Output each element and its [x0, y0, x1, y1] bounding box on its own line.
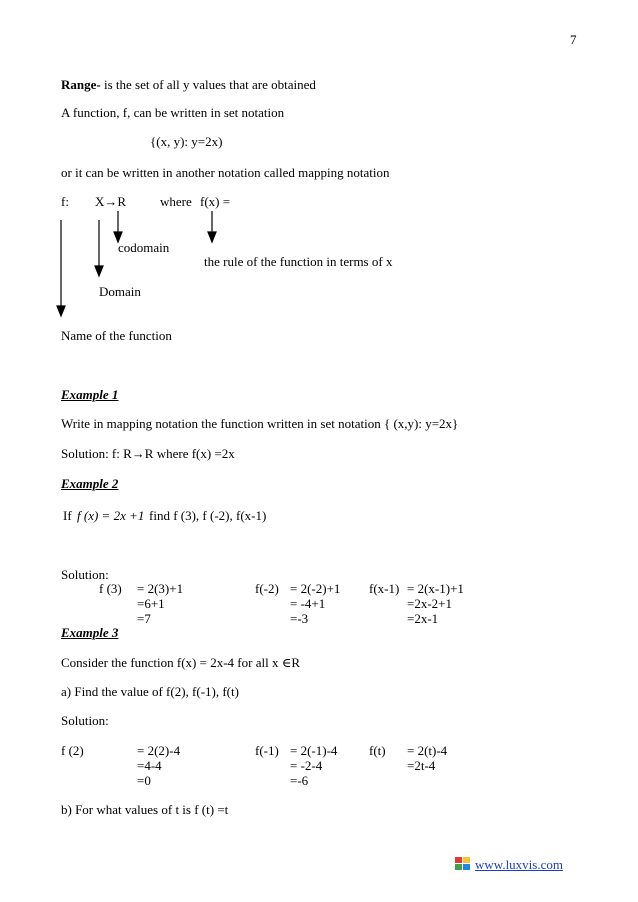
example-2-col-1-line-1: = 2(3)+1 [137, 581, 184, 596]
example-2-col-3-label: f(x-1) [369, 581, 400, 596]
example-3-col-2-line-2: = -2-4 [290, 758, 323, 773]
example-3-part-b: b) For what values of t is f (t) =t [61, 802, 229, 817]
example-2-col-1-line-3: =7 [137, 611, 151, 626]
example-3-col-1-line-2: =4-4 [137, 758, 162, 773]
example-2-solution-label: Solution: [61, 567, 109, 582]
example-3-col-2-line-3: =-6 [290, 773, 309, 788]
example-2-col-2-line-1: = 2(-2)+1 [290, 581, 341, 596]
name-arrow-head [57, 306, 65, 316]
example-3-col-1-line-1: = 2(2)-4 [137, 743, 181, 758]
example-2-col-1-line-2: =6+1 [137, 596, 165, 611]
mapping-fx-eq: f(x) = [200, 194, 231, 209]
example-2-col-3-line-1: = 2(x-1)+1 [407, 581, 464, 596]
example-1-heading: Example 1 [61, 387, 119, 402]
example-3-col-2-label: f(-1) [255, 743, 279, 758]
domain-label: Domain [99, 284, 141, 299]
set-notation-intro: A function, f, can be written in set notation [61, 105, 285, 120]
example-3-part-a: a) Find the value of f(2), f(-1), f(t) [61, 684, 239, 699]
range-text: is the set of all y values that are obtained [100, 77, 316, 92]
example-2-col-2-label: f(-2) [255, 581, 279, 596]
example-2-find: find f (3), f (-2), f(x-1) [149, 508, 267, 523]
set-notation: {(x, y): y=2x) [150, 134, 223, 149]
page-number: 7 [570, 32, 577, 47]
example-3-heading: Example 3 [61, 625, 119, 640]
example-1-prompt: Write in mapping notation the function written in set notation { (x,y): y=2x} [61, 416, 459, 431]
range-term: Range- [61, 77, 101, 92]
example-3-solution-label: Solution: [61, 713, 109, 728]
mapping-notation-intro: or it can be written in another notation called mapping notation [61, 165, 390, 180]
mapping-x-to-r: X→R [95, 194, 127, 209]
codomain-label: codomain [118, 240, 170, 255]
example-2-heading: Example 2 [61, 476, 119, 491]
example-3-col-3-label: f(t) [369, 743, 386, 758]
rule-label: the rule of the function in terms of x [204, 254, 393, 269]
example-3-col-1-line-3: =0 [137, 773, 151, 788]
luxvis-logo-icon [455, 857, 470, 870]
example-2-col-1-label: f (3) [99, 581, 122, 596]
example-2-col-3-line-2: =2x-2+1 [407, 596, 452, 611]
rule-arrow-head [208, 232, 216, 242]
example-2-col-3-line-3: =2x-1 [407, 611, 439, 626]
example-3-col-3-line-1: = 2(t)-4 [407, 743, 448, 758]
example-3-col-2-line-1: = 2(-1)-4 [290, 743, 338, 758]
example-3-consider: Consider the function f(x) = 2x-4 for all x ∈R [61, 655, 300, 670]
function-name-label: Name of the function [61, 328, 172, 343]
domain-arrow-head [95, 266, 103, 276]
mapping-f-label: f: [61, 194, 69, 209]
example-2-col-2-line-2: = -4+1 [290, 596, 326, 611]
example-3-col-3-line-2: =2t-4 [407, 758, 436, 773]
example-1-solution: Solution: f: R→R where f(x) =2x [61, 446, 235, 461]
example-2-formula: f (x) = 2x +1 [77, 508, 145, 523]
example-2-col-2-line-3: =-3 [290, 611, 309, 626]
mapping-where: where [160, 194, 192, 209]
example-2-if: If [63, 508, 72, 523]
example-3-col-1-label: f (2) [61, 743, 84, 758]
footer-website-link[interactable]: www.luxvis.com [475, 857, 563, 872]
